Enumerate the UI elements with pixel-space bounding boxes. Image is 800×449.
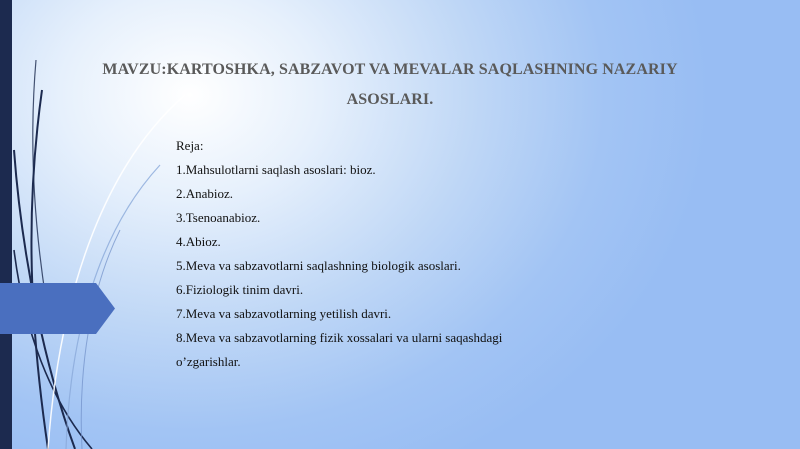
plan-heading: Reja: bbox=[176, 138, 204, 153]
list-item: 1.Mahsulotlarni saqlash asoslari: bioz. bbox=[176, 162, 376, 177]
slide-title-line2: ASOSLARI. bbox=[346, 91, 434, 108]
list-item: 8.Meva va sabzavotlarning fizik xossalari va ularni saqashdagi bbox=[176, 330, 503, 345]
curve-dark-1 bbox=[31, 90, 48, 449]
curve-dark-3 bbox=[14, 250, 92, 449]
list-item: 5.Meva va sabzavotlarni saqlashning biologik asoslari. bbox=[176, 258, 461, 273]
list-item: 2.Anabioz. bbox=[176, 186, 234, 201]
list-item: o’zgarishlar. bbox=[176, 354, 241, 369]
curve-dark-4 bbox=[33, 60, 46, 300]
plan-list bbox=[176, 134, 696, 374]
arrow-tab-shape bbox=[0, 283, 115, 334]
list-item: 6.Fiziologik tinim davri. bbox=[176, 282, 304, 297]
list-item: 7.Meva va sabzavotlarning yetilish davri. bbox=[176, 306, 392, 321]
curve-white-1 bbox=[48, 95, 185, 449]
list-item: 4.Abioz. bbox=[176, 234, 221, 249]
slide-title-line1: MAVZU:KARTOSHKA, SABZAVOT VA MEVALAR SAQLASHNING NAZARIY bbox=[102, 61, 678, 78]
list-item: 3.Tsenoanabioz. bbox=[176, 210, 261, 225]
